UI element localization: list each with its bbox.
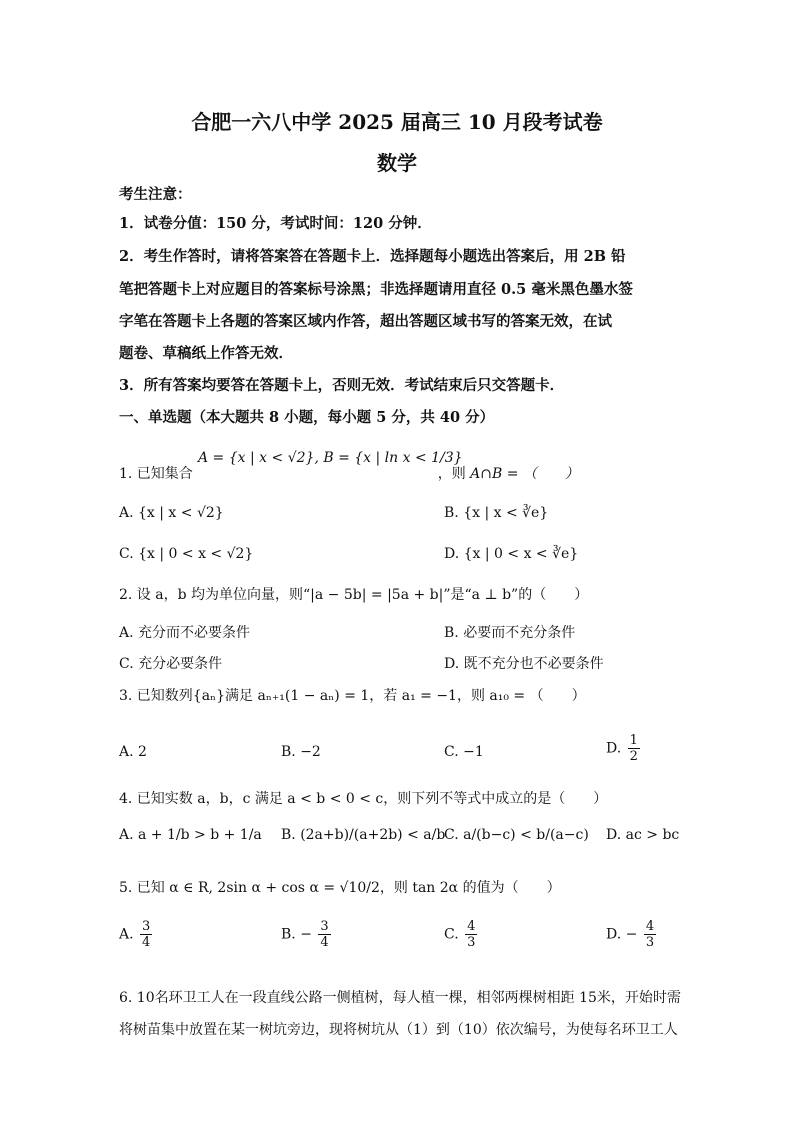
notice-item-3: 3．所有答案均要答在答题卡上，否则无效．考试结束后只交答题卡． — [119, 377, 565, 394]
q2-option-b: B. 必要而不充分条件 — [444, 625, 576, 641]
q2-option-a: A. 充分而不必要条件 — [119, 625, 251, 641]
q5-option-b-label: B. − — [281, 926, 312, 943]
q1-set-a: A = {x | x < √2} — [198, 450, 315, 466]
q5-option-b-numerator: 3 — [320, 919, 329, 934]
q5-option-d — [606, 919, 658, 950]
page-title: 合肥一六八中学 2025 届高三 10 月段考试卷 — [191, 110, 603, 134]
q5-option-d-numerator: 4 — [645, 919, 655, 934]
q5-option-d-denominator: 3 — [645, 935, 655, 950]
q5-stem: 5. 已知 α ∈ R, 2sin α + cos α = √10/2，则 tan 2α 的值为（ ） — [119, 880, 561, 896]
q5-option-b-fraction — [318, 919, 330, 950]
q3-option-b: B. −2 — [281, 744, 321, 760]
q3-option-d-denominator: 2 — [629, 749, 638, 764]
q1-option-b: B. {x | x < ∛e} — [444, 505, 549, 521]
q5-option-a-fraction — [140, 919, 152, 950]
q4-option-a: A. a + 1/b > b + 1/a — [119, 827, 262, 843]
q4-option-c: C. a/(b−c) < b/(a−c) — [444, 827, 589, 843]
notice-item-2-line-4: 题卷、草稿纸上作答无效． — [119, 345, 293, 362]
q1-stem-suffix: ，则 — [437, 466, 466, 482]
notice-heading: 考生注意： — [119, 186, 192, 203]
q3-option-d-fraction — [628, 733, 640, 764]
q1-option-a: A. {x | x < √2} — [119, 505, 224, 521]
q1-option-d: D. {x | 0 < x < ∛e} — [444, 546, 579, 562]
q1-stem-prefix: 1. 已知集合 — [119, 466, 193, 482]
q2-option-c: C. 充分必要条件 — [119, 656, 223, 672]
q1-option-c: C. {x | 0 < x < √2} — [119, 546, 254, 562]
q5-option-c — [444, 919, 479, 950]
q5-option-a — [119, 919, 154, 950]
q3-option-c: C. −1 — [444, 744, 484, 760]
q5-option-c-numerator: 4 — [467, 919, 476, 934]
q5-option-a-label: A. — [119, 926, 134, 943]
q5-option-d-fraction — [644, 919, 656, 950]
q1-ask: A∩B = （ ） — [470, 466, 579, 482]
q3-stem: 3. 已知数列{aₙ}满足 aₙ₊₁(1 − aₙ) = 1，若 a₁ = −1，则 a₁₀ = （ ） — [119, 688, 586, 704]
q1-stem — [119, 464, 579, 484]
q6-line-1: 6. 10名环卫工人在一段直线公路一侧植树，每人植一棵，相邻两棵树相距 15米，开始时需 — [119, 990, 681, 1006]
q5-option-a-denominator: 4 — [142, 935, 151, 950]
q3-option-d-numerator: 1 — [629, 733, 638, 748]
q5-option-b — [281, 919, 333, 950]
q3-option-a: A. 2 — [119, 744, 147, 760]
notice-item-2-line-3: 字笔在答题卡上各题的答案区域内作答，超出答题区域书写的答案无效，在试 — [119, 313, 612, 330]
q5-option-b-denominator: 4 — [320, 935, 329, 950]
q5-option-d-label: D. − — [606, 926, 638, 943]
q4-option-b: B. (2a+b)/(a+2b) < a/b — [281, 827, 446, 843]
subject-title: 数学 — [377, 151, 417, 175]
q4-option-d: D. ac > bc — [606, 827, 680, 843]
q6-line-2: 将树苗集中放置在某一树坑旁边，现将树坑从（1）到（10）依次编号，为使每名环卫工人 — [119, 1022, 678, 1038]
q2-stem: 2. 设 a，b 均为单位向量，则“|a − 5b| = |5a + b|”是“a ⊥ b”的（ ） — [119, 587, 589, 603]
q5-option-c-denominator: 3 — [467, 935, 476, 950]
section-1-heading: 一、单选题（本大题共 8 小题，每小题 5 分，共 40 分） — [119, 409, 495, 426]
q3-option-d-label: D. — [606, 740, 622, 757]
q4-stem: 4. 已知实数 a，b，c 满足 a < b < 0 < c，则下列不等式中成立的是（ ） — [119, 791, 608, 807]
q5-option-c-label: C. — [444, 926, 459, 943]
notice-item-2-line-2: 笔把答题卡上对应题目的答案标号涂黑；非选择题请用直径 0.5 毫米黑色墨水签 — [119, 281, 633, 298]
q5-option-a-numerator: 3 — [142, 919, 151, 934]
q5-option-c-fraction — [465, 919, 477, 950]
notice-item-2-line-1: 2．考生作答时，请将答案答在答题卡上．选择题每小题选出答案后，用 2B 铅 — [119, 248, 626, 265]
q2-option-d: D. 既不充分也不必要条件 — [444, 656, 604, 672]
q1-set-b: , B = {x | ln x < 1/3} — [314, 450, 463, 466]
notice-item-1: 1．试卷分值：150 分，考试时间：120 分钟． — [119, 215, 432, 232]
q3-option-d — [606, 733, 642, 764]
